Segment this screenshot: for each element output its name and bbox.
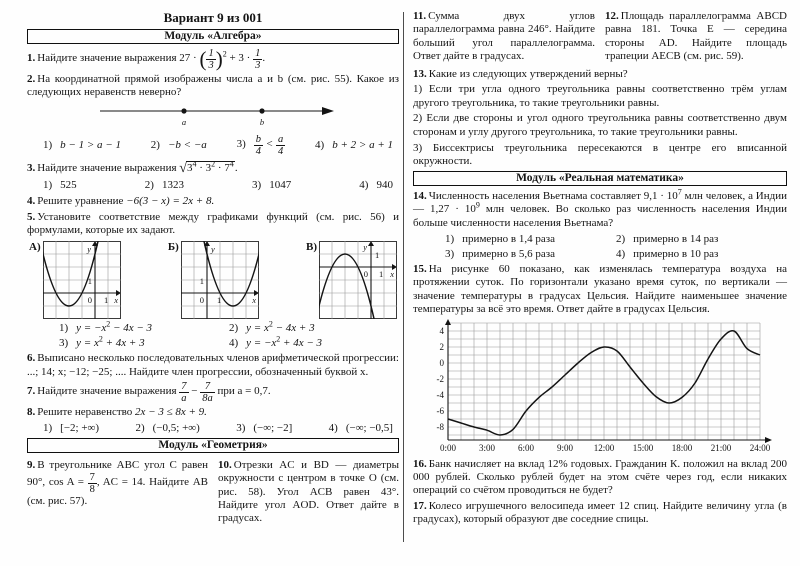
- power-exp: 9: [475, 200, 480, 210]
- problem-12-text: Площадь параллелограмма ABCD равна 181. Точка E — середина стороны AD. Найдите площадь трапеции AECB (см. рис. 59).: [605, 10, 787, 63]
- formula: + 4x − 3: [280, 336, 323, 349]
- problem-2-answers: [43, 134, 393, 157]
- minus-sign: −: [191, 385, 198, 398]
- problem-8: [27, 406, 399, 419]
- option-number: 1): [59, 322, 69, 335]
- comparison-sign: <: [265, 138, 274, 151]
- graph-B: [168, 241, 259, 319]
- problem-6-number: 6.: [27, 352, 36, 365]
- figure-graphs-row: [29, 241, 397, 319]
- answer-option: [445, 247, 616, 262]
- problem-4-equation: −6(3 − x) = 2x + 8.: [126, 195, 215, 208]
- svg-text:0: 0: [439, 357, 444, 368]
- problem-14: [413, 187, 787, 230]
- problem-1-number: 1.: [27, 52, 36, 65]
- problem-7-tail: при a = 0,7.: [217, 385, 271, 398]
- formula: − 4x + 3: [272, 322, 315, 335]
- problem-8-text: Решите неравенство: [37, 406, 133, 419]
- fraction-denominator: 4: [255, 145, 262, 157]
- svg-text:-4: -4: [436, 389, 444, 400]
- multiply-dot: ·: [199, 161, 203, 174]
- answer-number: 3): [252, 178, 262, 191]
- problem-8-inequality: 2x − 3 ≤ 8x + 9.: [135, 406, 207, 419]
- problem-3-text: Найдите значение выражения: [37, 161, 177, 174]
- answer-number: 4): [328, 421, 338, 434]
- tick-one: 1: [378, 269, 384, 280]
- formula-exp: 2: [106, 319, 111, 329]
- problem-10-text: Отрезки AC и BD — диаметры окружности с центром в точке O (см. рис. 58). Угол ACB равен 43°. Найдите угол AOD. Ответ дайте в градусах.: [218, 458, 399, 525]
- formula-exp: 2: [98, 334, 103, 344]
- problem-14-text: Численность населения Вьетнама составляет 9,1 · 10: [428, 189, 678, 202]
- problem-12: [605, 10, 787, 64]
- option-number: 2): [229, 322, 239, 335]
- sqrt-icon: √: [179, 160, 187, 176]
- fraction-numerator: a: [277, 133, 284, 145]
- svg-text:15:00: 15:00: [632, 442, 654, 453]
- formula-exp: 2: [276, 334, 281, 344]
- answer-number: 3): [236, 421, 246, 434]
- answer-number: 2): [135, 421, 145, 434]
- problem-1-period: .: [262, 52, 266, 65]
- answer-value: [−2; +∞): [60, 421, 100, 434]
- answer-option: [329, 422, 393, 435]
- y-axis-arrow-icon: [445, 319, 451, 325]
- answer-value: b − 1 > a − 1: [60, 138, 121, 151]
- svg-text:2: 2: [439, 341, 444, 352]
- answer-number: 2): [144, 178, 154, 191]
- answer-value: примерно в 14 раз: [633, 233, 719, 245]
- formula: − 4x − 3: [110, 322, 153, 335]
- answer-value: примерно в 1,4 раза: [462, 233, 555, 245]
- graph-B-figure: [181, 241, 259, 319]
- answer-value: примерно в 10 раз: [633, 247, 719, 260]
- problem-11-text: Сумма двух углов параллелограмма равна 246°. Найдите больший угол параллелограмма. Ответ дайте в градусах.: [413, 10, 595, 63]
- formula: y = x: [246, 322, 269, 335]
- problem-3-number: 3.: [27, 161, 36, 174]
- problem-1-text-mid: + 3 ·: [229, 52, 251, 65]
- problem-4-number: 4.: [27, 195, 36, 208]
- option-number: 3): [59, 336, 69, 349]
- module-header-algebra: [27, 29, 399, 44]
- x-axis-label: x: [251, 295, 256, 306]
- module-header-real-math: [413, 171, 787, 186]
- answer-value: 940: [376, 178, 393, 191]
- statement-2: 2) Если две стороны и угол одного треугольника равны соответственно двум сторонам и углу другого треугольника, то такие треугольники равны.: [413, 112, 787, 138]
- module-header-geometry-label: Модуль «Геометрия»: [158, 438, 268, 451]
- answer-option: [145, 179, 184, 192]
- problem-1: [27, 48, 399, 71]
- fraction: [179, 381, 188, 404]
- arrow-right-icon: [322, 107, 334, 115]
- problem-14-options: [445, 232, 787, 261]
- problem-2-text: На координатной прямой изображены числа a и b (см. рис. 55). Какое из следующих неравенств неверно?: [27, 73, 399, 99]
- fraction-numerator: 1: [255, 48, 261, 59]
- problem-7: [27, 381, 399, 404]
- close-paren: ): [215, 47, 223, 72]
- multiply-dot: ·: [217, 161, 222, 174]
- formula: y = −x: [246, 336, 277, 349]
- module-header-real-math-label: Модуль «Реальная математика»: [516, 171, 684, 184]
- fraction-one-third: [253, 48, 262, 71]
- problem-14-text: млн человек, а Индии — 1,27 · 10: [413, 189, 787, 216]
- problem-7-text: Найдите значение выражения: [37, 385, 177, 398]
- column-divider: [403, 12, 404, 542]
- power-exp: 7: [677, 187, 682, 197]
- problem-6: [27, 352, 399, 379]
- y-axis-label: y: [86, 244, 91, 255]
- graph-A: [29, 241, 121, 319]
- svg-text:-2: -2: [436, 373, 444, 384]
- answer-option: [43, 422, 99, 435]
- answer-value: примерно в 5,6 раза: [462, 247, 555, 260]
- svg-text:24:00: 24:00: [749, 442, 771, 453]
- answer-value: 525: [60, 178, 77, 191]
- answer-number: 2): [150, 138, 160, 151]
- problem-5-text: Установите соответствие между графиками функций (см. рис. 56) и формулами, которые их задают.: [27, 210, 399, 236]
- radicand-base: 3: [205, 161, 212, 174]
- problem-9-block: [27, 457, 208, 528]
- fraction-denominator: 8: [89, 484, 95, 496]
- graph-B-label: Б): [167, 241, 179, 254]
- origin-label: 0: [87, 295, 92, 306]
- problem-12-number: 12.: [605, 10, 619, 22]
- radicand: [186, 161, 235, 174]
- svg-text:21:00: 21:00: [710, 442, 732, 453]
- statement-3: 3) Биссектрисы треугольника пересекаются в центре его вписанной окружности.: [413, 141, 787, 168]
- answer-value: (−∞; −2]: [253, 421, 293, 434]
- answer-number: 4): [315, 138, 325, 151]
- answer-option: [151, 139, 207, 152]
- problem-15-number: 15.: [413, 263, 427, 276]
- problem-1-text: Найдите значение выражения 27 ·: [37, 52, 197, 65]
- point-a-dot: [181, 108, 186, 113]
- answer-number: 1): [43, 138, 53, 151]
- problem-8-number: 8.: [27, 406, 36, 419]
- point-a-label: a: [181, 116, 187, 127]
- problem-16-number: 16.: [413, 457, 427, 470]
- open-paren: (: [199, 47, 207, 72]
- answer-option: [359, 179, 393, 192]
- formula-option: [59, 321, 229, 336]
- figure-number-line: [88, 102, 338, 129]
- figure-number-line-wrap: [27, 102, 399, 132]
- chart-x-tick-labels: [440, 443, 771, 453]
- problem-4: [27, 195, 399, 208]
- tick-one: 1: [216, 295, 222, 306]
- answer-number: 3): [445, 247, 455, 260]
- formula-option: [229, 321, 399, 336]
- right-column: [413, 8, 787, 529]
- formula-option: [59, 336, 229, 351]
- graph-A-label: А): [29, 241, 41, 254]
- svg-text:4: 4: [439, 325, 444, 336]
- point-b-label: b: [259, 116, 265, 127]
- statement-1: 1) Если три угла одного треугольника равны соответственно трём углам другого треугольника, то такие треугольники равны.: [413, 83, 787, 109]
- fraction-denominator: 3: [208, 60, 214, 72]
- graph-V-label: В): [305, 241, 317, 254]
- answer-option: [135, 422, 199, 435]
- tick-one: 1: [199, 276, 204, 287]
- answer-value: −b < −a: [167, 138, 207, 151]
- fraction-numerator: b: [255, 133, 262, 145]
- radicand-exp: 2: [211, 159, 216, 169]
- answer-value: (−0,5; +∞): [152, 421, 200, 434]
- radicand-exp: 4: [192, 159, 197, 169]
- svg-text:9:00: 9:00: [556, 442, 574, 453]
- problem-3: [27, 160, 399, 177]
- answer-option: [237, 134, 286, 157]
- answer-value: (−∞; −0,5]: [345, 421, 393, 434]
- option-number: 4): [229, 336, 239, 349]
- problem-9-text: В треугольнике ABC угол C равен 90°, cos A =: [27, 458, 208, 489]
- x-axis-label: x: [390, 269, 394, 280]
- formula: + 4x + 3: [102, 336, 145, 349]
- fraction-denominator: 3: [255, 60, 261, 72]
- fraction-numerator: 7: [89, 472, 95, 484]
- formula-option: [229, 336, 399, 351]
- problem-9-number: 9.: [27, 458, 36, 471]
- answer-option: [616, 232, 787, 247]
- problem-6-text: Выписано несколько последовательных членов арифметической прогрессии: ...; 14; x; −12; −25; .... Найдите член прогрессии, обозначенный буквой x.: [27, 352, 399, 378]
- fraction-one-third: [206, 48, 215, 71]
- answer-number: 1): [43, 178, 53, 191]
- module-header-algebra-label: Модуль «Алгебра»: [164, 30, 262, 42]
- fraction-numerator: 7: [200, 381, 215, 393]
- problem-17-number: 17.: [413, 499, 427, 512]
- answer-number: 2): [616, 233, 626, 245]
- figure-temperature-chart: [424, 319, 776, 453]
- problem-8-answers: [43, 422, 393, 435]
- formula: y = x: [76, 336, 99, 349]
- answer-number: 3): [236, 138, 246, 151]
- graph-V: [306, 241, 397, 319]
- answer-value: b + 2 > a + 1: [332, 138, 393, 151]
- graph-V-figure: [319, 241, 397, 319]
- formula-exp: 2: [268, 319, 273, 329]
- problem-16: [413, 458, 787, 498]
- origin-label: 0: [199, 295, 204, 306]
- x-axis-label: x: [113, 295, 118, 306]
- fraction-denominator: a: [181, 393, 187, 405]
- point-b-dot: [259, 108, 264, 113]
- problem-11: [413, 10, 595, 64]
- figure-temperature-chart-wrap: [413, 319, 787, 456]
- problem-16-text: Банк начисляет на вклад 12% годовых. Гражданин К. положил на вклад 200 000 рублей. Сколько рублей будет на этом счёте через год, если никаких операций со счётом проводиться не будет?: [413, 457, 787, 497]
- answer-option: [43, 179, 77, 192]
- tick-one: 1: [103, 295, 108, 306]
- svg-text:0:00: 0:00: [439, 442, 457, 453]
- fraction: [276, 134, 285, 157]
- problem-15-text: На рисунке 60 показано, как изменялась температура воздуха на протяжении суток. По горизонтали указано время суток, по вертикали — значение температуры в градусах Цельсия. Найдите наименьшее значение температуры за всё это время. Ответ дайте в градусах Цельсия.: [413, 263, 787, 316]
- answer-value: 1323: [161, 178, 184, 191]
- fraction-numerator: 1: [208, 48, 214, 59]
- answer-option: [43, 139, 121, 152]
- problem-9: [27, 459, 208, 509]
- problem-3-answers: [43, 179, 393, 192]
- problem-17-text: Колесо игрушечного велосипеда имеет 12 спиц. Найдите величину угла (в градусах), который образуют две соседние спицы.: [413, 499, 787, 526]
- problem-14-text: млн человек. Во сколько раз численность населения Индии больше численности населения Вьетнама?: [413, 203, 787, 229]
- problem-4-text: Решите уравнение: [37, 195, 124, 208]
- exponent: 2: [222, 49, 227, 59]
- problem-10: [218, 459, 399, 526]
- svg-text:12:00: 12:00: [593, 442, 615, 453]
- problem-15: [413, 263, 787, 317]
- answer-option: [315, 139, 393, 152]
- problem-11-block: [413, 8, 595, 66]
- problem-2: [27, 73, 399, 100]
- answer-option: [252, 179, 291, 192]
- fraction: [200, 381, 215, 404]
- answer-number: 1): [445, 233, 455, 245]
- problems-11-12-row: [413, 8, 787, 66]
- fraction: [88, 472, 97, 495]
- geometry-problems-row: [27, 457, 399, 528]
- problem-7-number: 7.: [27, 385, 36, 398]
- fraction-denominator: 4: [277, 145, 284, 157]
- problem-2-number: 2.: [27, 73, 36, 86]
- answer-number: 1): [43, 421, 53, 434]
- problem-5-options: [59, 321, 399, 350]
- left-column: [27, 8, 399, 528]
- y-axis-label: y: [363, 242, 367, 253]
- chart-grid: [448, 323, 760, 440]
- tick-one: 1: [374, 250, 380, 261]
- graph-A-figure: [43, 241, 121, 319]
- problem-13-text: Какие из следующих утверждений верны?: [428, 67, 628, 80]
- tick-one: 1: [87, 276, 92, 287]
- problem-5: [27, 211, 399, 238]
- answer-option: [236, 422, 292, 435]
- answer-option: [445, 232, 616, 247]
- fraction-numerator: 7: [181, 381, 187, 393]
- problem-14-number: 14.: [413, 189, 427, 202]
- answer-number: 4): [616, 247, 626, 260]
- problem-3-period: .: [234, 161, 238, 174]
- problem-11-number: 11.: [413, 10, 427, 22]
- radicand-base: 3: [186, 161, 193, 174]
- problem-10-number: 10.: [218, 458, 232, 471]
- problem-13-number: 13.: [413, 67, 427, 80]
- radicand-exp: 4: [229, 159, 234, 169]
- svg-text:-8: -8: [436, 421, 444, 432]
- radicand-base: 7: [224, 161, 230, 174]
- svg-text:18:00: 18:00: [671, 442, 693, 453]
- fraction: [254, 134, 263, 157]
- svg-text:3:00: 3:00: [478, 442, 496, 453]
- page-title: Вариант 9 из 001: [163, 10, 263, 25]
- origin-label: 0: [363, 269, 368, 280]
- problem-5-number: 5.: [27, 210, 36, 223]
- y-axis-label: y: [210, 244, 215, 255]
- answer-option: [616, 247, 787, 262]
- fraction-denominator: 8a: [202, 393, 213, 405]
- problem-17: [413, 500, 787, 527]
- problem-9-text-tail: , AC = 14. Найдите AB (см. рис. 57).: [27, 476, 209, 508]
- problem-12-block: [605, 8, 787, 66]
- answer-value: 1047: [269, 178, 292, 191]
- module-header-geometry: [27, 438, 399, 453]
- svg-text:6:00: 6:00: [517, 442, 535, 453]
- problem-13: [413, 68, 787, 81]
- formula: y = −x: [76, 322, 107, 335]
- problem-10-block: [218, 457, 399, 528]
- chart-y-tick-labels: [437, 326, 445, 432]
- answer-number: 4): [359, 178, 369, 191]
- svg-text:-6: -6: [436, 405, 444, 416]
